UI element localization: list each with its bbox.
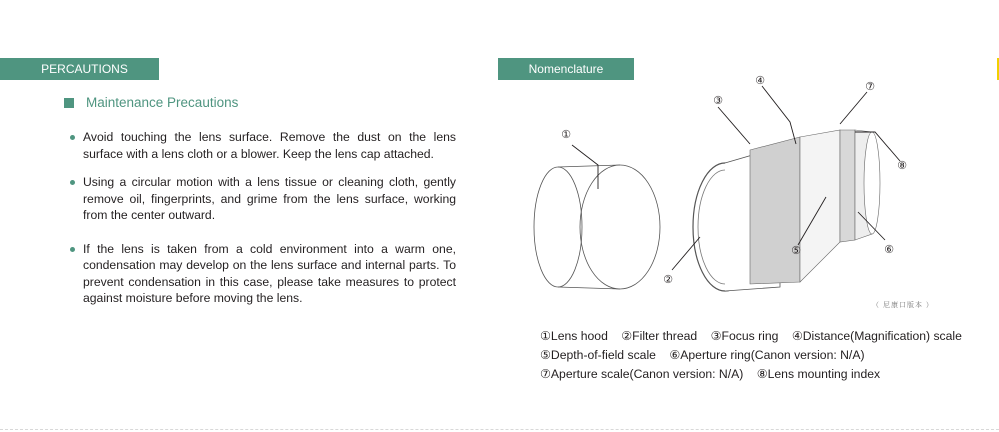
callout-1: ① bbox=[561, 128, 571, 141]
bullet-dot-icon bbox=[70, 247, 75, 252]
legend-row bbox=[540, 327, 972, 346]
legend-item: ②Filter thread bbox=[621, 329, 698, 343]
list-item bbox=[70, 174, 456, 224]
legend-item: ⑦Aperture scale(Canon version: N/A) bbox=[540, 367, 744, 381]
bullet-dot-icon bbox=[70, 180, 75, 185]
nomenclature-tab-label: Nomenclature bbox=[528, 62, 604, 76]
legend-row bbox=[540, 346, 972, 365]
list-item-text: If the lens is taken from a cold environment into a warm one, condensation may develop on the lens surface and internal parts. To prevent condensation in this case, please take measures to protect against moisture before moving the lens. bbox=[83, 241, 456, 305]
callout-4: ④ bbox=[755, 74, 765, 87]
precaution-list bbox=[70, 129, 456, 307]
lens-diagram bbox=[520, 72, 980, 312]
maintenance-heading bbox=[64, 95, 238, 110]
legend-item: ⑤Depth-of-field scale bbox=[540, 348, 656, 362]
legend-row bbox=[540, 365, 972, 384]
page-bottom-divider bbox=[0, 429, 999, 430]
square-bullet-icon bbox=[64, 98, 74, 108]
legend-item: ①Lens hood bbox=[540, 329, 608, 343]
legend-item: ⑥Aperture ring(Canon version: N/A) bbox=[669, 348, 865, 362]
callout-5: ⑤ bbox=[791, 244, 801, 257]
callout-6: ⑥ bbox=[884, 243, 894, 256]
lens-hood-drawing bbox=[534, 165, 660, 289]
legend-item: ③Focus ring bbox=[710, 329, 779, 343]
list-item-text: Using a circular motion with a lens tissue or cleaning cloth, gently remove oil, fingerprints, and grime from the lens surface, working from the center outward. bbox=[83, 175, 456, 222]
version-note: （ 尼康口版本 ） bbox=[872, 302, 934, 309]
callout-3: ③ bbox=[713, 94, 723, 107]
callout-7: ⑦ bbox=[865, 80, 875, 93]
legend-item: ④Distance(Magnification) scale bbox=[791, 329, 962, 343]
precautions-tab bbox=[0, 58, 159, 80]
callout-2: ② bbox=[663, 273, 673, 286]
legend-item: ⑧Lens mounting index bbox=[756, 367, 881, 381]
list-item bbox=[70, 129, 456, 162]
maintenance-heading-text: Maintenance Precautions bbox=[86, 95, 239, 110]
nomenclature-legend bbox=[540, 327, 972, 384]
bullet-dot-icon bbox=[70, 135, 75, 140]
lens-body-drawing bbox=[693, 130, 880, 291]
list-item bbox=[70, 241, 456, 307]
list-item-text: Avoid touching the lens surface. Remove the dust on the lens surface with a lens cloth or a blower. Keep the lens cap attached. bbox=[83, 130, 456, 161]
callout-8: ⑧ bbox=[897, 159, 907, 172]
precautions-tab-label: PERCAUTIONS bbox=[41, 62, 128, 76]
